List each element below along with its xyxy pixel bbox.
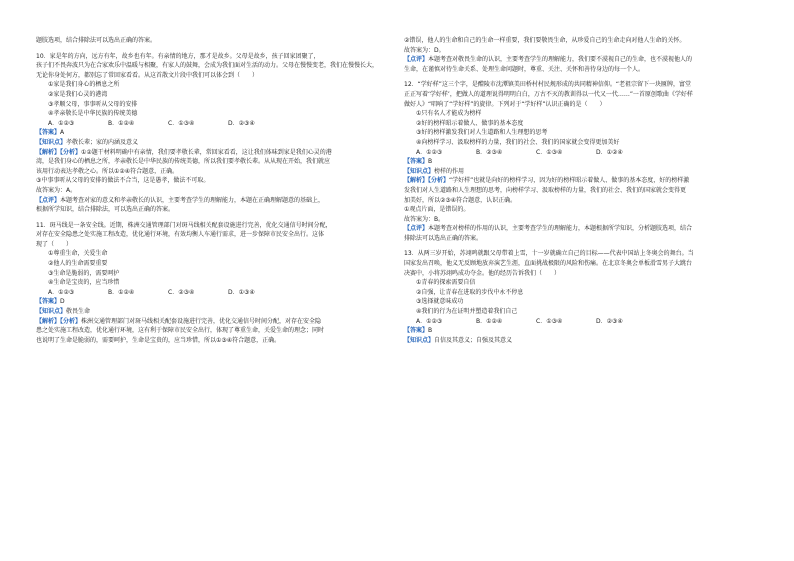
section-tag: 【答案】 — [404, 158, 429, 166]
section-tag: 【知识点】 — [404, 167, 435, 175]
answer-choices — [36, 288, 388, 298]
option-line: ④生命是宝贵的，应当珍惜 — [48, 279, 120, 287]
answer-choices — [404, 148, 756, 158]
section-tag: 【答案】 — [36, 129, 61, 137]
text-line: 故答案为：D。 — [404, 46, 445, 54]
text-line: 10．家是年的方向，远方有年，故乡也有年。有亲情的地方，那才是故乡。父母是故乡，孩子回家团聚了， — [36, 52, 320, 60]
text-line: 11．斑马线是一条安全线。近期，株洲交通管理部门对斑马线相关配套设施进行完善，优化交通信号时间分配， — [36, 221, 332, 229]
tagged-text: 本题考查对家的意义和孝亲敬长的认识，主要考查学生的理解能力，本题在正确理解题意的基础上， — [60, 196, 325, 204]
tagged-line — [404, 326, 756, 336]
answer-choice: C．①③④ — [536, 148, 563, 156]
tagged-text: D — [60, 298, 65, 306]
answer-choice: D．②③④ — [596, 317, 623, 325]
section-tag: 【知识点】 — [404, 336, 435, 344]
answer-choice: D．①②④ — [596, 148, 623, 156]
option-line: ④孝亲敬长是中华民族的传统美德 — [48, 110, 138, 118]
text-line: 无论你身处何方，都别忘了常回家看看。从这首散文片段中我们可以体会到（ ） — [36, 71, 259, 79]
answer-choices — [36, 119, 388, 129]
tagged-line — [404, 176, 756, 186]
section-tag: 【解析】【分析】 — [404, 177, 450, 185]
text-line: 13．从两三岁开始，苏翊鸣就跟父母带着上雪，十一岁就确立自己的目标——代表中国站上冬奥会的舞台。当 — [404, 250, 694, 258]
answer-choice: A．①②③ — [48, 288, 75, 296]
option-line: ④向榜样学习、汲取榜样的力量，我们的社会、我们的国家就会变得更加美好 — [416, 138, 620, 146]
option-line: ①只有名人才能成为榜样 — [416, 110, 482, 118]
section-tag: 【解析】【分析】 — [36, 317, 82, 325]
text-line: 对存在安全隐患之处实施工程改造，优化通行环境，有效均衡人车通行需求，进一步保障市民安全出行。这体 — [36, 231, 325, 239]
answer-choice: B．②③④ — [476, 148, 503, 156]
tagged-line — [36, 317, 388, 327]
answer-choice: A．①②③ — [416, 317, 443, 325]
option-line: ④我们的行为在证明并塑造着我们自己 — [416, 308, 518, 316]
section-tag: 【答案】 — [36, 298, 61, 306]
text-line: 根据所学知识，结合排除法，可以选出正确的答案。 — [36, 206, 175, 214]
text-line: 国家发出召唤，他义无反顾地放弃演艺生涯，直面挑战极限的风险和伤痛。在北京冬奥会单板滑雪男子大跳台 — [404, 260, 693, 268]
tagged-line — [36, 138, 388, 148]
text-line: 决赛中，小将苏翊鸣成功夺金。他的经历告诉我们（ ） — [404, 269, 561, 277]
tagged-text: B — [428, 158, 433, 166]
tagged-text: 榜样的作用 — [434, 167, 465, 175]
text-line: 患之处实施工程改造，优化通行环境，这有利于保障市民安全出行，体现了尊重生命，关爱生命的理念；同时 — [36, 327, 325, 335]
option-line: ①青春的探索需要自信 — [416, 279, 476, 287]
answer-choice: A．①②③ — [416, 148, 443, 156]
answer-choice: B．①②④ — [108, 119, 135, 127]
text-line: 做好人》“唱响了“学好样”的旋律。下列对于“学好样”认识正确的是（ ） — [404, 100, 606, 108]
tagged-line — [404, 55, 756, 65]
tagged-text: 本题考查对榜样的作用的认识，主要考查学生的理解能力，本题根据所学知识，分析题肢选项，结合 — [428, 225, 693, 233]
answer-choice: C．①③④ — [168, 119, 195, 127]
tagged-line — [36, 128, 388, 138]
tagged-line — [404, 157, 756, 167]
option-line: ②他人的生命需要重要 — [48, 260, 108, 268]
text-line: 故答案为：B。 — [404, 215, 445, 223]
option-line: ③孝顺父母，事事听从父母的安排 — [48, 100, 138, 108]
tagged-text: 自信及其意义；自强及其意义 — [434, 336, 513, 344]
text-line: 故答案为：A。 — [36, 186, 77, 194]
option-line: ③好的榜样激发我们对人生道路和人生理想的思考 — [416, 129, 548, 137]
answer-choice: D．①③④ — [228, 288, 255, 296]
answer-choice: D．②③④ — [228, 119, 255, 127]
answer-choices — [404, 317, 756, 327]
text-line: 加美好，所以②③④符合题意，认识正确。 — [404, 196, 517, 204]
text-line: 题肢选项，结合排除法可以选出正确的答案。 — [36, 37, 157, 44]
text-line: 现了（ ） — [36, 240, 73, 248]
right-column — [404, 36, 756, 345]
option-line: ②家是我们心灵的港湾 — [48, 90, 108, 98]
text-line: 也说明了生命是脆弱的，需要呵护，生命是宝贵的，应当珍惜，所以①③④符合题意，正确。 — [36, 336, 281, 344]
tagged-text: ①②题干材料明确中有亲情，我们要孝敬长辈，常回家看看，这让我们体味到家是我们心灵的港 — [81, 148, 332, 156]
section-tag: 【点评】 — [36, 196, 61, 204]
tagged-text: 株洲交通管理部门对斑马线相关配套设施进行完善，优化交通信号时间分配，对存在安全隐 — [81, 317, 322, 325]
answer-choice: C．①③④ — [536, 317, 563, 325]
tagged-text: 本题考查对敬畏生命的认识，主要考查学生的理解能力，我们要不漠视自己的生命，也不漠视他人的 — [428, 56, 693, 64]
tagged-line — [404, 336, 756, 346]
option-line: ①家是我们身心的栖息之所 — [48, 81, 120, 89]
text-line: 正正写着‘学好样’，把做人的道理说得明明白白，万古不灭的教训得以一代又一代……”一首原创歌曲《学好样 — [404, 90, 693, 98]
tagged-line — [36, 307, 388, 317]
tagged-text: A — [60, 129, 65, 137]
answer-choice: C．②③④ — [168, 288, 195, 296]
section-tag: 【点评】 — [404, 225, 429, 233]
tagged-line — [36, 196, 388, 206]
tagged-line — [404, 224, 756, 234]
text-line: ③中事事听从父母的安排的做法不合当，这是愚孝，做法不可取。 — [36, 177, 210, 185]
text-line: 排除法可以选出正确的答案。 — [404, 234, 483, 242]
tagged-text: 敬畏生命 — [66, 308, 91, 316]
answer-choice: A．①②③ — [48, 119, 75, 127]
text-line: 发我们对人生道路和人生理想的思考，向榜样学习、汲取榜样的力量，我们的社会、我们的国家就会变得更 — [404, 186, 687, 194]
left-column — [36, 36, 388, 345]
tagged-line — [404, 167, 756, 177]
option-line: ①尊重生命，关爱生命 — [48, 250, 108, 258]
tagged-text: “学好样”也就是向好的榜样学习，因为好的榜样昭示着做人、做事的基本态度，好的榜样激 — [449, 177, 690, 185]
tagged-text: B — [428, 327, 433, 335]
text-line: 孩子们不畏奔波只为在合家欢乐中温暖与相聚，有家人的鼓舞，会成为我们面对生活的动力。父母在慢慢变老，我们在慢慢长大， — [36, 62, 379, 70]
text-line: 该用行动表达孝敬之心。所以①②④符合题意，正确。 — [36, 167, 179, 175]
text-line: 湾，是我们身心的栖息之所，孝亲敬长是中华民族的传统美德，所以我们要孝敬长辈。从从现在开始，我们就应 — [36, 158, 331, 166]
text-line: ①观点片面，是错误的。 — [404, 206, 470, 214]
text-line: ②错误，他人的生命和自己的生命一样重要，我们要敬畏生命，从珍爱自己的生命走向对他人生命的关怀。 — [404, 37, 686, 44]
answer-choice: B．①②④ — [108, 288, 135, 296]
text-line: 12．“学好样”这三个字，是醴陵市沈潭镇美田桥村村民规形成的共同精神信仰。“老祖宗留下一块匾牌，富堂 — [404, 81, 691, 89]
text-line: 生命，在谨慎对待生命关系、处理生命问题时，尊重、关注、关怀和善待身边的每一个人。 — [404, 65, 645, 73]
section-tag: 【知识点】 — [36, 138, 67, 146]
tagged-text: 孝敬长辈；家的内涵及意义 — [66, 138, 139, 146]
answer-choice: B．①②④ — [476, 317, 503, 325]
option-line: ③选择就意味成功 — [416, 298, 464, 306]
section-tag: 【解析】【分析】 — [36, 148, 82, 156]
tagged-line — [36, 297, 388, 307]
tagged-line — [36, 148, 388, 158]
section-tag: 【点评】 — [404, 56, 429, 64]
option-line: ③生命是脆弱的，需要呵护 — [48, 269, 120, 277]
section-tag: 【答案】 — [404, 327, 429, 335]
option-line: ②好的榜样昭示着做人、做事的基本态度 — [416, 119, 524, 127]
section-tag: 【知识点】 — [36, 308, 67, 316]
option-line: ②自强，让青春在进取的步伐中永不停息 — [416, 288, 524, 296]
